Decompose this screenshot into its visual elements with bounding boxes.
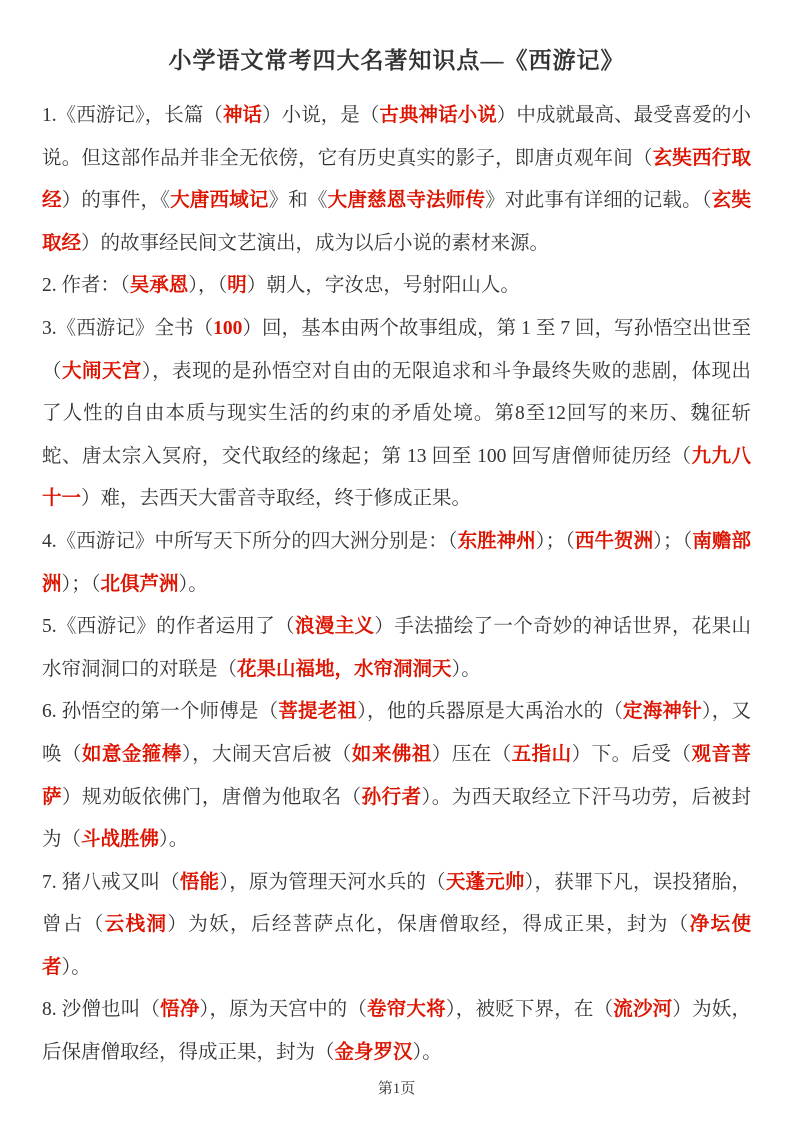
- answer-highlight: 大闹天宫: [61, 360, 142, 382]
- text-run: ）；（: [535, 530, 575, 552]
- text-run: 6. 孙悟空的第一个师傅是（: [42, 701, 279, 723]
- text-run: ）中成就最高、最受喜爱的小说。但这部作品并非全无依傍，它有历史真实的影子，即唐贞观年间（: [42, 105, 751, 169]
- text-run: ）。: [159, 829, 189, 851]
- answer-highlight: 大唐西域记: [170, 190, 269, 212]
- text-run: ）朝人，字汝忠，号射阳山人。: [246, 275, 520, 297]
- text-run: ）的故事经民间文艺演出，成为以后小说的素材来源。: [81, 232, 550, 254]
- text-run: ）的事件，《: [61, 190, 171, 212]
- answer-highlight: 花果山福地，水帘洞洞天: [237, 658, 452, 680]
- text-run: ），表现的是孙悟空对自由的无限追求和斗争最终失败的悲剧，体现出了人性的自由本质与现实生活的约束的矛盾处境。第8至12回写的来历、魏征斩蛇、唐太宗入冥府，交代取经的缘起；第 13 回至 100 回写唐僧师徒历经（: [42, 360, 751, 467]
- text-run: ），他的兵器原是大禹治水的（: [357, 701, 624, 723]
- answer-highlight: 浪漫主义: [295, 616, 375, 638]
- text-run: ）手法描绘了一个奇妙的神话世界，花果山水帘洞洞口的对联是（: [42, 616, 751, 680]
- answer-highlight: 悟能: [179, 871, 220, 893]
- answer-highlight: 卷帘大将: [367, 999, 446, 1021]
- paragraph-8: [42, 989, 751, 1074]
- paragraph-5: [42, 606, 751, 691]
- text-run: 4.《西游记》中所写天下所分的四大洲分别是：（: [42, 530, 458, 552]
- text-run: ）压在（: [431, 743, 512, 765]
- answer-highlight: 玄奘取经: [42, 190, 751, 254]
- text-run: ），被贬下界，在（: [445, 999, 614, 1021]
- text-run: ）。: [451, 658, 481, 680]
- paragraph-2: [42, 265, 751, 308]
- text-run: ）；（: [653, 530, 693, 552]
- text-run: ）。: [412, 1042, 442, 1064]
- text-run: ）小说，是（: [262, 105, 380, 126]
- document-title: 小学语文常考四大名著知识点—《西游记》: [168, 48, 625, 73]
- page-number: 第1页: [377, 1081, 416, 1097]
- text-run: ），原为天宫中的（: [199, 999, 368, 1021]
- answer-highlight: 金身罗汉: [334, 1042, 413, 1064]
- answer-highlight: 古典神话小说: [379, 105, 497, 126]
- text-run: ）为妖，后经菩萨点化，保唐僧取经，得成正果，封为（: [167, 914, 690, 936]
- answer-highlight: 定海神针: [623, 701, 702, 723]
- text-run: 》和《: [268, 190, 328, 212]
- answer-highlight: 观音菩萨: [42, 743, 751, 808]
- answer-highlight: 明: [227, 275, 247, 297]
- text-run: 2. 作者：（: [42, 275, 130, 297]
- text-run: ）。: [178, 573, 208, 595]
- answer-highlight: 大唐慈恩寺法师传: [327, 190, 486, 212]
- text-run: ），原为管理天河水兵的（: [219, 871, 446, 893]
- answer-highlight: 九九八十一: [42, 445, 751, 510]
- answer-highlight: 神话: [222, 105, 263, 126]
- answer-highlight: 如来佛祖: [351, 743, 432, 765]
- text-run: ）回，基本由两个故事组成，第 1 至 7 回，写孙悟空出世至（: [42, 317, 751, 382]
- text-run: ）。: [61, 956, 91, 978]
- answer-highlight: 流沙河: [613, 999, 673, 1021]
- answer-highlight: 天蓬元帅: [445, 871, 525, 893]
- answer-highlight: 悟净: [160, 999, 200, 1021]
- text-run: 3.《西游记》全书（: [42, 317, 214, 339]
- paragraph-3: [42, 308, 751, 521]
- paragraph-4: [42, 521, 751, 606]
- text-run: ），获罪下凡，误投猪胎，曾占（: [42, 871, 751, 936]
- answer-highlight: 如意金箍棒: [81, 743, 182, 765]
- answer-highlight: 西牛贺洲: [574, 530, 654, 552]
- answer-highlight: 斗战胜佛: [81, 829, 160, 851]
- text-run: ）难，去西天大雷音寺取经，终于修成正果。: [81, 488, 472, 510]
- paragraph-7: [42, 862, 751, 990]
- answer-highlight: 菩提老祖: [278, 701, 358, 723]
- text-run: ）；（: [61, 573, 101, 595]
- answer-highlight: 孙行者: [361, 786, 422, 808]
- text-run: 》对此事有详细的记载。（: [485, 190, 712, 212]
- answer-highlight: 吴承恩: [129, 275, 189, 297]
- document-body: [0, 75, 793, 1075]
- text-run: 1.《西游记》，长篇（: [42, 105, 223, 126]
- answer-highlight: 云栈洞: [104, 914, 168, 936]
- text-run: 7. 猪八戒又叫（: [42, 871, 180, 893]
- answer-highlight: 南赡部洲: [42, 530, 751, 595]
- answer-highlight: 100: [213, 317, 243, 339]
- answer-highlight: 净坛使者: [42, 914, 751, 978]
- text-run: 8. 沙僧也叫（: [42, 999, 161, 1021]
- text-run: ）下。后受（: [571, 743, 692, 765]
- paragraph-1: [42, 95, 751, 265]
- text-run: ），又唤（: [42, 701, 751, 765]
- text-run: ），大闹天宫后被（: [181, 743, 352, 765]
- answer-highlight: 玄奘西行取经: [42, 147, 751, 212]
- answer-highlight: 北俱芦洲: [100, 573, 179, 595]
- text-run: ），（: [188, 275, 228, 297]
- text-run: ）。为西天取经立下汗马功劳，后被封为（: [42, 786, 751, 851]
- text-run: ）规劝皈依佛门，唐僧为他取名（: [61, 786, 362, 808]
- answer-highlight: 五指山: [511, 743, 572, 765]
- text-run: 5.《西游记》的作者运用了（: [42, 616, 296, 638]
- paragraph-6: [42, 691, 751, 861]
- text-run: ）为妖，后保唐僧取经，得成正果，封为（: [42, 999, 751, 1064]
- answer-highlight: 东胜神州: [457, 530, 536, 552]
